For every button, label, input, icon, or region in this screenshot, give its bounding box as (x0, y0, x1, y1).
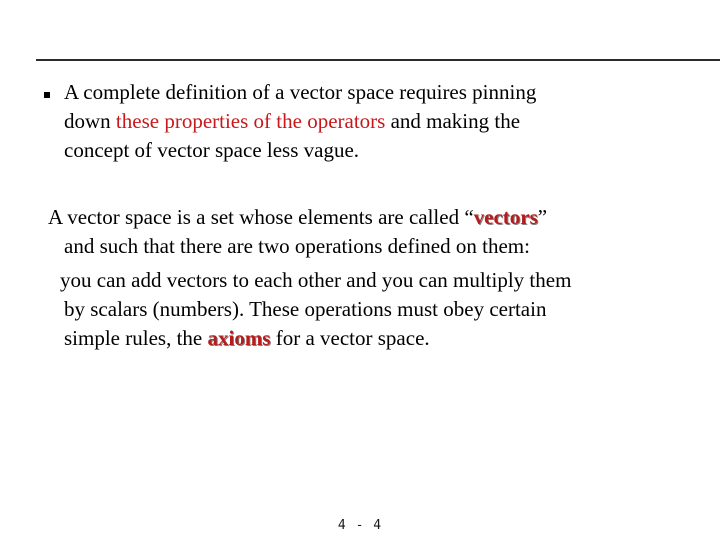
definition-paragraph (48, 203, 547, 261)
bullet-line-1: A complete definition of a vector space requires pinning (64, 80, 537, 104)
definition-line-1-suffix: ” (537, 205, 548, 229)
operations-line-2: by scalars (numbers). These operations must obey certain (64, 297, 547, 321)
operators-highlight: these properties of the operators (115, 109, 386, 133)
definition-line-2: and such that there are two operations defined on them: (64, 234, 530, 258)
operations-line-3-suffix: for a vector space. (270, 326, 430, 350)
top-divider (36, 59, 720, 61)
bullet-line-3: concept of vector space less vague. (64, 138, 360, 162)
bullet-paragraph (64, 78, 536, 165)
definition-line-1 (48, 203, 547, 232)
bullet-line-2-prefix: down (64, 109, 116, 133)
definition-line-1-prefix: A vector space is a set whose elements are called “ (48, 205, 474, 229)
operations-line-3 (48, 324, 571, 353)
square-bullet-icon (44, 92, 50, 98)
bullet-line-2-suffix: and making the (385, 109, 521, 133)
page-number: 4 - 4 (337, 518, 383, 533)
vectors-term: vectors (473, 205, 538, 229)
operations-paragraph (48, 266, 571, 353)
operations-line-3-prefix: simple rules, the (64, 326, 208, 350)
operations-line-1: you can add vectors to each other and you can multiply them (60, 268, 572, 292)
bullet-line-2 (64, 107, 536, 136)
axioms-term: axioms (207, 326, 271, 350)
